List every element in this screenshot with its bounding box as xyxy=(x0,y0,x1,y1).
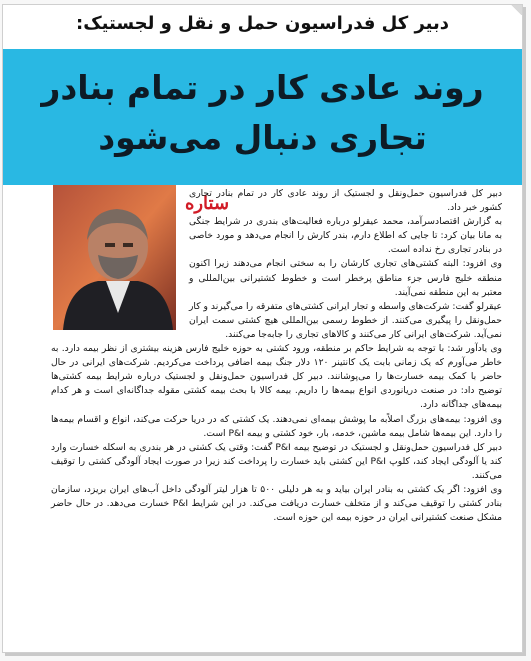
paragraph-3: وی افزود: البته کشتی‌های تجاری کارشان را به سختی انجام می‌دهند زیرا اکنون منطقه خلیج فارس جزء مناطق پرخطر است و خطوط کشتیرانی بین‌المللی و معتبر به این منطقه نمی‌آیند. xyxy=(189,258,502,298)
paragraph-4: عیقرلو گفت: شرکت‌های واسطه و تجار ایرانی کشتی‌های متفرقه را می‌گیرند و کار حمل‌ونقل را پیگیری می‌کنند. از خطوط رسمی بین‌المللی هیچ کشتی سمت ایران نمی‌آید. شرکت‌های ایرانی کار می‌کنند و کالاهای تجاری را جابه‌جا می‌کنند. xyxy=(189,300,502,340)
paragraph-2: به گزارش اقتصادسرآمد، محمد عیقرلو درباره فعالیت‌های بندری در شرایط جنگی به مانا بیان کرد: تا جایی که اطلاع دارم، بندر کارش را انجام می‌دهد و مورد خاصی در بنادر تجاری رخ نداده است. xyxy=(189,216,502,256)
article-headline: روند عادی کار در تمام بنادر تجاری دنبال می‌شود xyxy=(41,68,484,157)
paragraph-8: وی افزود: اگر یک کشتی به بنادر ایران بیاید و به هر دلیلی ۵۰۰ تا هزار لیتر آلودگی داخل آب‌های ایران بریزد، سازمان بنادر کشتی را توقیف می‌کند و از متخلف خسارت دریافت می‌کند. در این شرایط P&I خسارت می‌دهد. در حال حاضر مشکل صنعت کشتیرانی ایران در حوزه بیمه این حوزه است. xyxy=(51,483,503,524)
paragraph-7: دبیر کل فدراسیون حمل‌ونقل و لجستیک در توضیح بیمه P&I گفت: وقتی یک کشتی در هر بندری به اسکله خسارت وارد کند یا آلودگی ایجاد کند، کلوپ P&I این کشتی باید خسارت را پرداخت کند زیرا در صورت ایجاد آلودگی کشتی را توقیف می‌کنند. xyxy=(51,441,503,481)
article-frame xyxy=(2,4,523,653)
newspaper-logo: ستاره xyxy=(184,193,230,214)
paragraph-1: دبیر کل فدراسیون حمل‌ونقل و لجستیک از روند عادی کار در تمام بنادر تجاری کشور خبر داد. xyxy=(189,188,502,214)
portrait-photo xyxy=(53,185,176,330)
portrait-illustration xyxy=(53,185,176,330)
article-kicker: دبیر کل فدراسیون حمل و نقل و لجستیک: xyxy=(76,13,449,34)
paragraph-5: وی یادآور شد: با توجه به شرایط حاکم بر منطقه، ورود کشتی به حوزه خلیج فارس هزینه بیشتری از نظر بیمه دارد. به خاطر می‌آورم که یک زمانی بابت یک کانتینر ۱۲۰ دلار جنگ بیمه اضافی پرداخت می‌کردیم. شرکت‌های ایرانی در حال حاضر با کمک بیمه خسارت‌ها را می‌پوشانند. دبیر کل فدراسیون حمل‌ونقل و لجستیک درباره شرایط بیمه کشتی‌ها توضیح داد: در صنعت دریانوردی انواع بیمه‌ها را داریم. بیمه کالا با بحث بیمه کشتی مقوله جداگانه‌ای است و هر کدام بیمه‌های جداگانه دارد. xyxy=(51,343,502,411)
paragraph-6: وی افزود: بیمه‌های بزرگ اصلاً‌به ما پوشش بیمه‌ای نمی‌دهند. یک کشتی که در دریا حرکت می‌کند، انواع و اقسام بیمه‌ها را دارد. این بیمه‌ها شامل بیمه ماشین، خدمه، بار، خود کشتی و بیمه P&I است. xyxy=(51,413,502,439)
